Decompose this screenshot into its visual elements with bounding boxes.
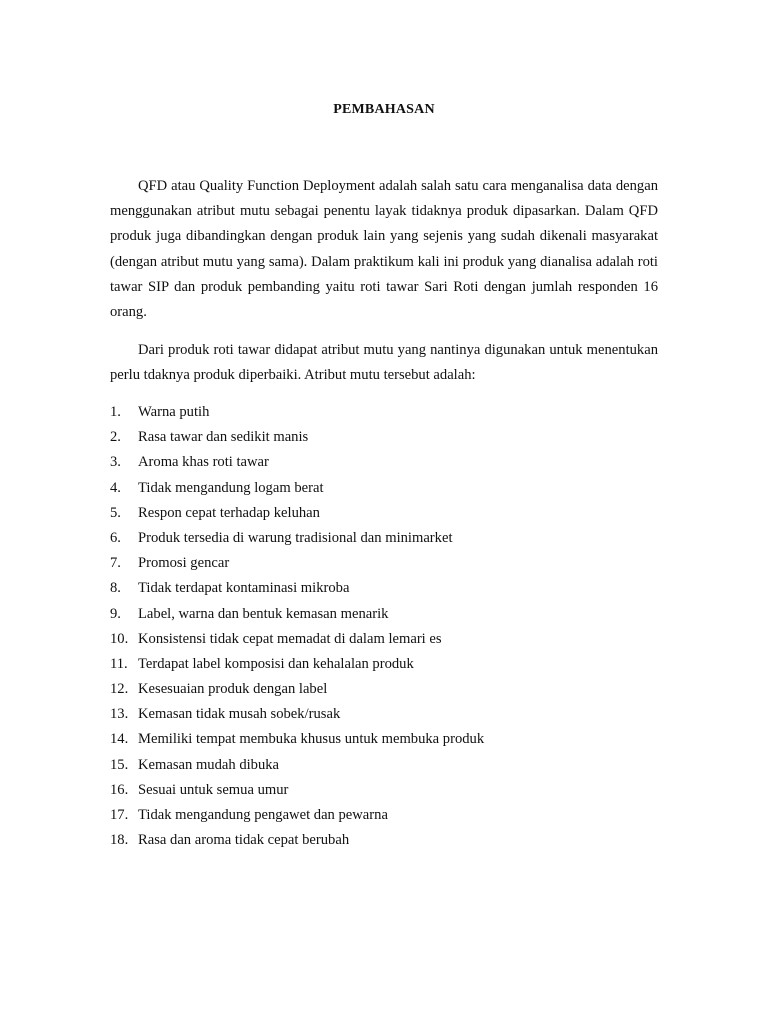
list-item-number: 9. xyxy=(110,605,121,622)
list-item xyxy=(110,526,658,551)
list-item xyxy=(110,803,658,828)
attribute-list xyxy=(110,400,658,853)
list-item-number: 1. xyxy=(110,404,121,420)
list-item-text: Sesuai untuk semua umur xyxy=(138,781,289,798)
list-item-text: Terdapat label komposisi dan kehalalan produk xyxy=(138,655,414,672)
paragraph-intro: QFD atau Quality Function Deployment adalah salah satu cara menganalisa data dengan menggunakan atribut mutu sebagai penentu layak tidaknya produk dipasarkan. Dalam QFD produk juga dibandingkan dengan produk lain yang sejenis yang sudah dikenali masyarakat (dengan atribut mutu yang sama). Dalam praktikum kali ini produk yang dianalisa adalah roti tawar SIP dan produk pembanding yaitu roti tawar Sari Roti dengan jumlah responden 16 orang. xyxy=(110,178,658,321)
list-item-number: 15. xyxy=(110,756,129,773)
list-item xyxy=(110,652,658,677)
list-item-text: Promosi gencar xyxy=(138,555,230,572)
list-item-number: 16. xyxy=(110,781,129,798)
list-item-text: Rasa dan aroma tidak cepat berubah xyxy=(138,832,350,849)
list-item-text: Tidak mengandung logam berat xyxy=(138,479,324,496)
list-item xyxy=(110,627,658,652)
list-item-text: Kemasan tidak musah sobek/rusak xyxy=(138,706,341,723)
list-item xyxy=(110,476,658,501)
list-item-number: 13. xyxy=(110,706,129,723)
list-item-text: Memiliki tempat membuka khusus untuk membuka produk xyxy=(138,731,485,748)
page-title: PEMBAHASAN xyxy=(333,102,435,117)
list-item-text: Label, warna dan bentuk kemasan menarik xyxy=(138,605,389,622)
list-item-number: 3. xyxy=(110,454,121,471)
list-item-text: Rasa tawar dan sedikit manis xyxy=(138,429,309,446)
list-item-text: Tidak mengandung pengawet dan pewarna xyxy=(138,807,388,823)
list-item-number: 18. xyxy=(110,832,129,849)
list-item-text: Tidak terdapat kontaminasi mikroba xyxy=(138,580,350,597)
list-item-number: 8. xyxy=(110,580,121,597)
list-item xyxy=(110,677,658,702)
list-item xyxy=(110,753,658,778)
list-item-text: Konsistensi tidak cepat memadat di dalam lemari es xyxy=(138,630,442,647)
list-item xyxy=(110,450,658,475)
list-item-number: 11. xyxy=(110,655,128,672)
list-item-text: Kesesuaian produk dengan label xyxy=(138,681,328,698)
list-item-number: 17. xyxy=(110,807,129,823)
list-item xyxy=(110,425,658,450)
list-item-number: 5. xyxy=(110,504,121,521)
list-item-number: 2. xyxy=(110,429,121,446)
list-item xyxy=(110,828,658,853)
list-item xyxy=(110,400,658,425)
list-item xyxy=(110,551,658,576)
list-item-text: Warna putih xyxy=(138,404,210,420)
list-item-number: 6. xyxy=(110,529,121,546)
list-item xyxy=(110,602,658,627)
list-item xyxy=(110,576,658,601)
list-item-number: 12. xyxy=(110,681,129,698)
list-item xyxy=(110,702,658,727)
list-item-text: Produk tersedia di warung tradisional dan minimarket xyxy=(138,529,453,546)
list-item xyxy=(110,727,658,752)
list-item xyxy=(110,778,658,803)
list-item xyxy=(110,501,658,526)
list-item-number: 14. xyxy=(110,731,129,748)
list-item-number: 10. xyxy=(110,630,129,647)
list-item-text: Aroma khas roti tawar xyxy=(138,454,269,471)
list-item-text: Respon cepat terhadap keluhan xyxy=(138,504,320,521)
list-item-number: 4. xyxy=(110,479,121,496)
list-item-number: 7. xyxy=(110,555,121,572)
list-item-text: Kemasan mudah dibuka xyxy=(138,756,280,773)
paragraph-attributes: Dari produk roti tawar didapat atribut mutu yang nantinya digunakan untuk menentukan perlu tdaknya produk diperbaiki. Atribut mutu tersebut adalah: xyxy=(110,342,658,384)
